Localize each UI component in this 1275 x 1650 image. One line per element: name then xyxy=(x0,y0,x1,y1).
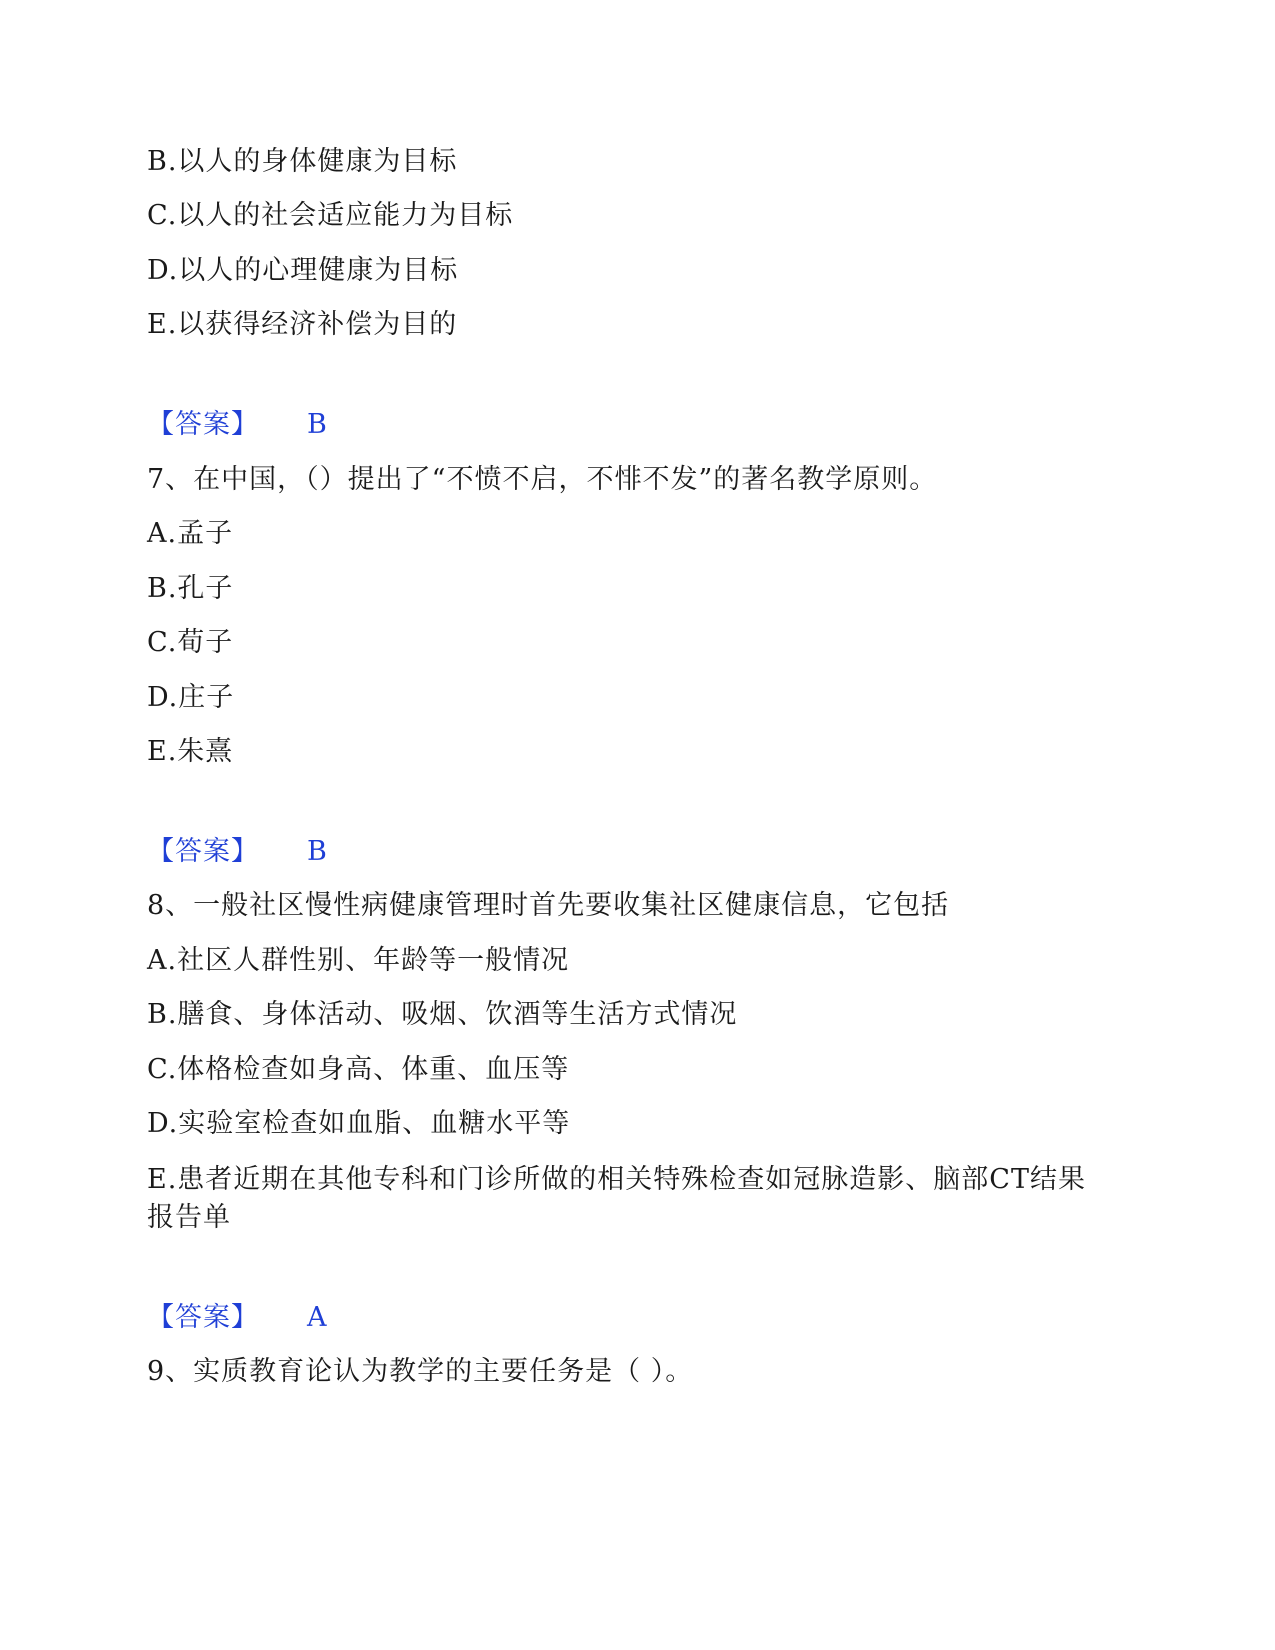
q8-option-c: C.体格检查如身高、体重、血压等 xyxy=(147,1054,570,1085)
q7-question: 7、在中国，（）提出了“不愤不启，不悱不发”的著名教学原则。 xyxy=(147,464,938,495)
q7-option-e: E.朱熹 xyxy=(147,736,234,767)
q7-answer xyxy=(147,834,328,870)
q9-question: 9、实质教育论认为教学的主要任务是（ ）。 xyxy=(147,1356,694,1387)
q6-option-b: B.以人的身体健康为目标 xyxy=(147,146,458,177)
q6-answer-value: B xyxy=(307,409,328,440)
q7-answer-label: 【答案】 xyxy=(147,836,259,867)
q7-option-b: B.孔子 xyxy=(147,573,234,604)
q7-option-d: D.庄子 xyxy=(147,682,235,713)
q7-option-a: A.孟子 xyxy=(147,518,234,549)
q8-question: 8、一般社区慢性病健康管理时首先要收集社区健康信息，它包括 xyxy=(147,890,950,921)
q7-answer-value: B xyxy=(307,836,328,867)
q6-option-e: E.以获得经济补偿为目的 xyxy=(147,309,458,340)
q6-answer xyxy=(147,407,328,443)
q7-option-c: C.荀子 xyxy=(147,627,234,658)
q6-option-c: C.以人的社会适应能力为目标 xyxy=(147,200,514,231)
q8-option-b: B.膳食、身体活动、吸烟、饮酒等生活方式情况 xyxy=(147,999,738,1030)
q6-answer-label: 【答案】 xyxy=(147,409,259,440)
q6-option-d: D.以人的心理健康为目标 xyxy=(147,255,459,286)
q8-answer-label: 【答案】 xyxy=(147,1302,259,1333)
q8-option-d: D.实验室检查如血脂、血糖水平等 xyxy=(147,1108,571,1139)
q8-answer-value: A xyxy=(307,1302,328,1333)
q8-option-a: A.社区人群性别、年龄等一般情况 xyxy=(147,945,570,976)
q8-answer xyxy=(147,1300,328,1336)
q8-option-e: E.患者近期在其他专科和门诊所做的相关特殊检查如冠脉造影、脑部CT结果报告单 xyxy=(147,1164,1086,1233)
